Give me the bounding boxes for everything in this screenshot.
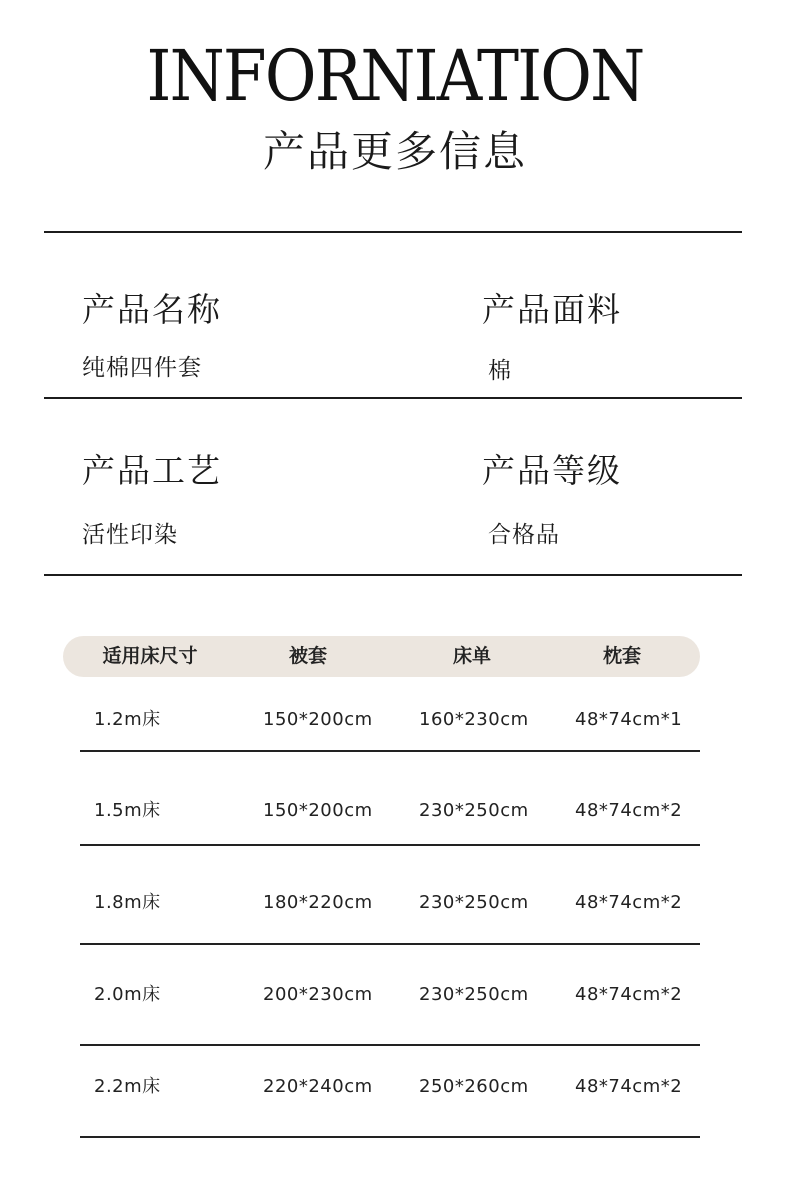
info-divider-1 <box>44 397 742 399</box>
table-cell-sheet: 230*250cm <box>419 800 529 821</box>
header-bed-sheet: 床单 <box>452 645 491 667</box>
header-pillowcase: 枕套 <box>602 645 641 667</box>
table-row-divider <box>80 943 700 945</box>
header-divider <box>44 231 742 233</box>
table-cell-pillow: 48*74cm*2 <box>575 984 683 1005</box>
table-cell-bed-size: 2.0m床 <box>94 984 161 1005</box>
table-cell-duvet: 180*220cm <box>263 892 373 913</box>
product-name-label: 产品名称 <box>82 290 222 329</box>
table-row-divider <box>80 750 700 752</box>
table-cell-duvet: 220*240cm <box>263 1076 373 1097</box>
table-cell-sheet: 230*250cm <box>419 984 529 1005</box>
table-cell-sheet: 160*230cm <box>419 709 529 730</box>
table-cell-pillow: 48*74cm*2 <box>575 892 683 913</box>
table-cell-bed-size: 2.2m床 <box>94 1076 161 1097</box>
table-cell-pillow: 48*74cm*2 <box>575 800 683 821</box>
table-cell-duvet: 150*200cm <box>263 709 373 730</box>
product-grade-label: 产品等级 <box>482 451 622 490</box>
table-cell-duvet: 200*230cm <box>263 984 373 1005</box>
table-row-divider <box>80 1136 700 1138</box>
product-name-value: 纯棉四件套 <box>82 355 202 381</box>
table-cell-bed-size: 1.5m床 <box>94 800 161 821</box>
product-grade-value: 合格品 <box>488 522 560 548</box>
table-row-divider <box>80 1044 700 1046</box>
page-title-english: INFORNIATION <box>146 35 644 117</box>
table-cell-sheet: 230*250cm <box>419 892 529 913</box>
product-craft-value: 活性印染 <box>82 522 178 548</box>
table-cell-sheet: 250*260cm <box>419 1076 529 1097</box>
table-cell-pillow: 48*74cm*1 <box>575 709 683 730</box>
table-row-divider <box>80 844 700 846</box>
table-cell-duvet: 150*200cm <box>263 800 373 821</box>
product-fabric-value: 棉 <box>488 358 512 384</box>
table-cell-bed-size: 1.2m床 <box>94 709 161 730</box>
product-fabric-label: 产品面料 <box>482 290 622 329</box>
size-table-header <box>63 636 700 677</box>
header-bed-size: 适用床尺寸 <box>102 645 198 667</box>
table-cell-pillow: 48*74cm*2 <box>575 1076 683 1097</box>
table-cell-bed-size: 1.8m床 <box>94 892 161 913</box>
page-title-chinese: 产品更多信息 <box>262 127 527 176</box>
info-divider-2 <box>44 574 742 576</box>
product-craft-label: 产品工艺 <box>82 451 222 490</box>
header-duvet-cover: 被套 <box>288 645 327 667</box>
